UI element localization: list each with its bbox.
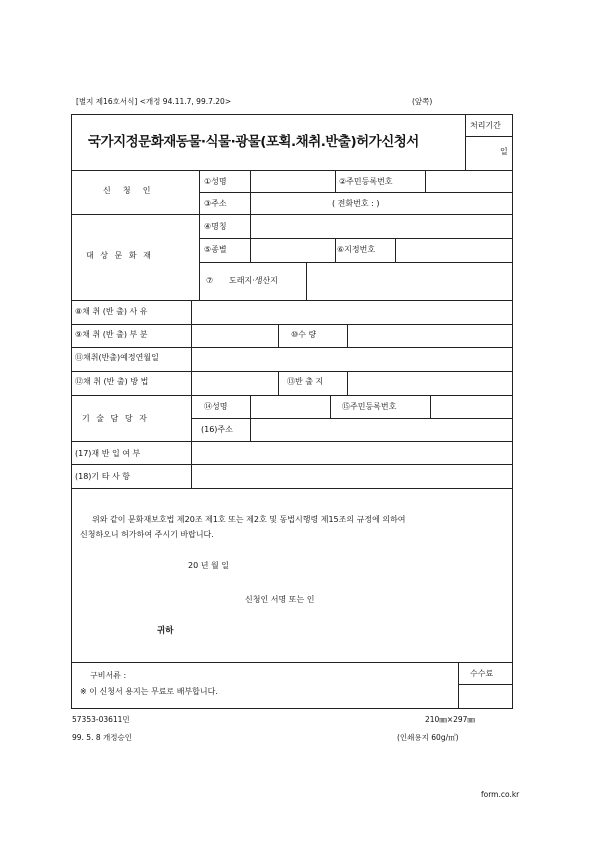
applicant-address-label: ③주소 [204,199,227,208]
return-field[interactable] [193,443,511,463]
technician-rrn-label: ⑮주민등록번호 [342,402,397,411]
declaration-line1: 위와 같이 문화재보호법 제20조 제1호 또는 제2호 및 동법시행령 제15조의 규정에 의하여 [92,515,406,524]
technician-name-field[interactable] [252,397,329,416]
technician-bottom-line [71,441,513,442]
target-number-field[interactable] [397,240,511,261]
target-section-label: 대 상 문 화 재 [86,251,153,260]
fee-field[interactable] [460,686,511,707]
site-watermark: form.co.kr [481,790,520,799]
target-region-divider [306,262,307,300]
capture-line1 [71,324,513,325]
fee-divider-h [458,684,512,685]
technician-rrn-divider1 [330,395,331,418]
target-left-divider [199,214,200,300]
capture-destination-divider [347,371,348,395]
title-bottom-line [71,170,513,171]
applicant-rrn-divider1 [335,170,336,192]
target-region-field[interactable] [308,264,511,299]
applicant-rrn-label: ②주민등록번호 [339,177,393,186]
capture-quantity-divider [347,324,348,347]
required-docs-label: 구비서류 : [90,671,127,680]
target-number-divider1 [335,238,336,263]
technician-address-label: (16)주소 [201,425,233,434]
recipient-label: 귀하 [157,626,174,636]
frame-right [512,114,513,709]
applicant-signature: 신청인 서명 또는 인 [245,595,315,604]
capture-planned-date-field[interactable] [193,349,511,369]
frame-bottom [71,708,513,709]
applicant-name-field[interactable] [252,172,334,190]
paper-weight: (인쇄용지 60g/㎡) [397,733,459,742]
fee-divider [458,662,459,708]
fee-label: 수수료 [470,669,494,678]
target-type-field[interactable] [252,240,334,261]
processing-period-label: 처리기간 [470,121,501,130]
applicant-rrn-divider2 [425,170,426,192]
frame-top [71,114,513,115]
target-row-line1 [199,238,512,239]
technician-rrn-field[interactable] [432,397,511,416]
capture-line3 [71,371,513,372]
footer-top-line [71,662,513,663]
page-side-label: (앞쪽) [412,97,433,106]
applicant-address-field[interactable] [252,194,511,213]
target-region-num: ⑦ [206,276,214,285]
return-bottom-line [71,464,513,465]
form-reference: [별지 제16호서식] <개정 94.11.7, 99.7.20> [76,97,232,106]
target-name-label: ④명칭 [204,222,227,231]
target-number-label: ⑥지정번호 [337,245,376,254]
target-bottom-line [71,300,513,301]
technician-section-label: 기 술 담 당 자 [82,414,149,423]
other-label: (18)기 타 사 항 [75,472,130,481]
form-code: 57353-03611민 [72,715,130,724]
capture-part-field[interactable] [193,326,277,345]
capture-part-label: ⑨채 취 (반 출) 부 분 [75,330,148,339]
capture-reason-label: ⑧채 취 (반 출) 사 유 [75,307,148,316]
capture-quantity-field[interactable] [349,326,511,345]
applicant-section-label: 신 청 인 [103,186,156,195]
technician-rrn-divider2 [430,395,431,418]
capture-method-label: ⑫채 취 (반 출) 방 법 [75,377,149,386]
applicant-row-line [199,192,512,193]
capture-method-field[interactable] [193,373,277,393]
target-row-line2 [199,262,512,263]
capture-reason-field[interactable] [193,302,511,322]
target-type-label: ⑤종별 [204,245,227,254]
free-form-note: ※ 이 신청서 용지는 무료로 배부합니다. [80,687,218,696]
capture-method-divider [278,371,279,395]
other-bottom-line [71,488,513,489]
paper-size: 210㎜×297㎜ [425,715,475,724]
applicant-name-label: ①성명 [204,177,227,186]
target-number-divider2 [395,238,396,263]
capture-destination-label: ⑬반 출 지 [287,377,324,386]
frame-left [71,114,72,709]
approval-date: 99. 5. 8 개정승인 [72,733,132,742]
capture-line2 [71,347,513,348]
applicant-phone-label: ( 전화번호 : ) [332,199,380,208]
return-label: (17)재 반 입 여 부 [75,449,141,458]
target-name-field[interactable] [252,216,511,237]
technician-row-line [191,418,512,419]
applicant-bottom-line [71,214,513,215]
target-region-label: 도래지·생산지 [229,276,278,285]
capture-bottom-line [71,395,513,396]
capture-destination-field[interactable] [349,373,511,393]
technician-name-label: ⑭성명 [204,402,228,411]
capture-planned-date-label: ⑪채취(반출)예정연월일 [75,353,159,362]
declaration-line2: 신청하오니 허가하여 주시기 바랍니다. [80,530,214,539]
form-title: 국가지정문화재동물·식물·광물(포획.채취.반출)허가신청서 [88,134,419,150]
capture-quantity-label: ⑩수 량 [291,330,317,339]
processing-period-value: 일 [500,147,508,156]
capture-part-divider [278,324,279,347]
other-field[interactable] [193,466,511,486]
processing-divider-h [465,136,512,137]
applicant-rrn-field[interactable] [427,172,511,190]
technician-address-field[interactable] [252,420,511,440]
processing-divider [465,114,466,171]
application-date: 20 년 월 일 [188,561,229,570]
